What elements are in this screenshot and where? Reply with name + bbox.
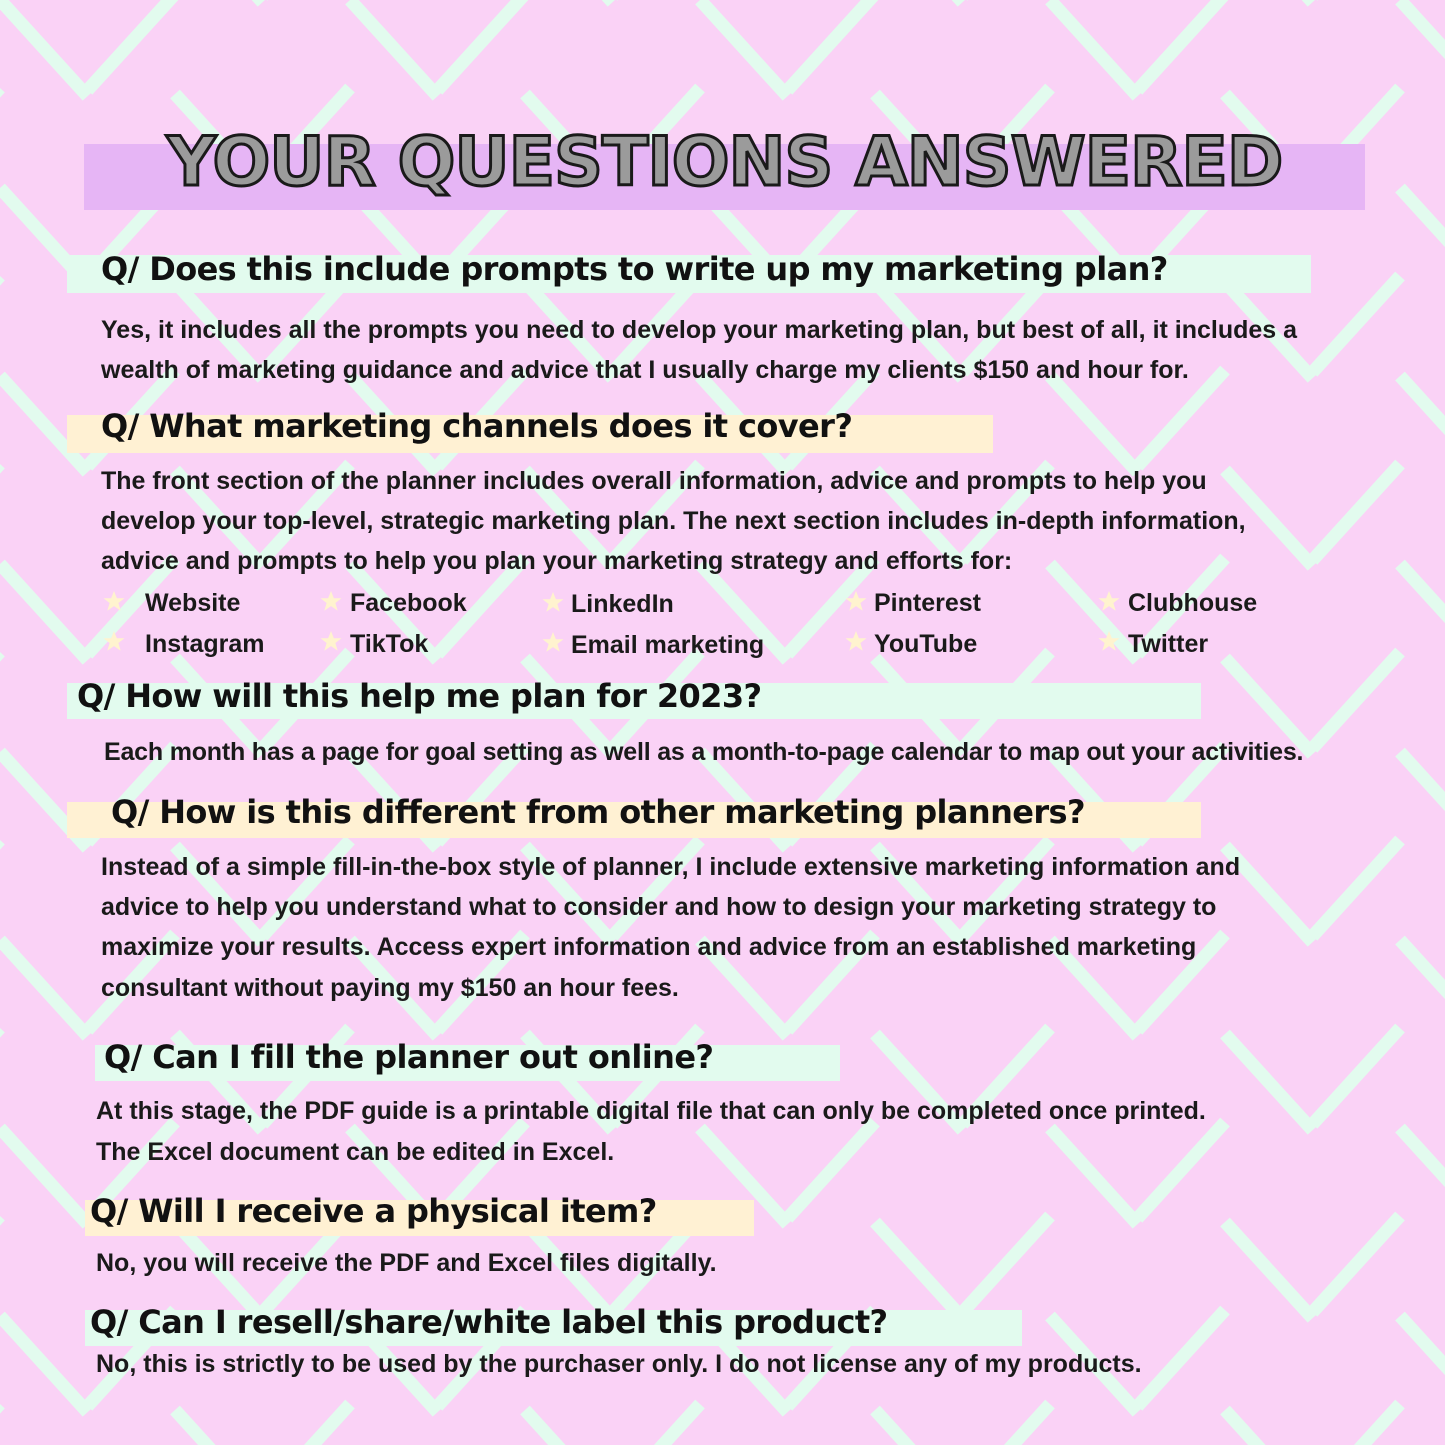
stripe [350,0,438,96]
star-icon [102,590,126,614]
stripe [1400,940,1445,1036]
answer-3-line-1: Each month has a page for goal setting as well as a month-to-page calendar to map out your activities. [104,738,1304,766]
stripe [1225,1410,1313,1445]
answer-2-line-2: develop your top-level, strategic marketing plan. The next section includes in-depth information, [101,507,1246,535]
channel-label: YouTube [874,630,978,658]
channel-label: TikTok [350,630,429,658]
stripe [963,1404,1051,1445]
stripe [1225,0,1313,2]
stripe [875,1410,963,1445]
stripe [0,940,88,1036]
star-icon [541,631,565,655]
channel-label: Email marketing [571,631,765,659]
stripe [1313,1404,1401,1445]
answer-5-line-1: At this stage, the PDF guide is a printable digital file that can only be completed once printed. [96,1097,1206,1125]
stripe [525,1410,613,1445]
stripe [1313,464,1401,560]
star-icon [844,630,868,654]
answer-6-line-1: No, you will receive the PDF and Excel files digitally. [96,1249,717,1277]
stripe [1138,1310,1226,1406]
stripe [1400,0,1445,96]
answer-2-line-1: The front section of the planner includes overall information, advice and prompts to help you [101,467,1207,495]
stripe [1050,0,1138,96]
page-title: YOUR QUESTIONS ANSWERED [166,123,1283,202]
answer-4-line-2: advice to help you understand what to consider and how to design your marketing strategy to [101,893,1217,921]
answer-4-line-1: Instead of a simple fill-in-the-box style of planner, I include extensive marketing information and [101,853,1241,881]
answer-4-line-3: maximize your results. Access expert information and advice from an established marketing [101,933,1197,961]
answer-2-line-3: advice and prompts to help you plan your marketing strategy and efforts for: [101,547,1013,575]
stripe [1400,188,1445,284]
stripe [525,0,613,2]
answer-1-line-2: wealth of marketing guidance and advice that I usually charge my clients $150 and hour for. [101,356,1189,384]
star-icon [102,630,126,654]
stripe [1313,840,1401,936]
stripe [0,0,88,96]
stripe [1313,652,1401,748]
stripe [88,0,176,90]
star-icon [1097,590,1121,614]
question-6: Q/ Will I receive a physical item? [90,1192,657,1230]
stripe [875,1222,963,1318]
answer-7-line-1: No, this is strictly to be used by the purchaser only. I do not license any of my products. [96,1350,1142,1378]
stripe [0,564,88,660]
stripe [0,1316,88,1412]
question-5: Q/ Can I fill the planner out online? [104,1038,714,1076]
question-2: Q/ What marketing channels does it cover? [101,407,853,445]
stripe [1313,1028,1401,1124]
stripe [1400,1128,1445,1224]
channel-label: Instagram [145,630,265,658]
channel-label: Clubhouse [1128,589,1258,617]
stripe [1050,1128,1138,1224]
star-icon [319,630,343,654]
question-3: Q/ How will this help me plan for 2023? [77,677,762,715]
question-4: Q/ How is this different from other marketing planners? [111,793,1085,831]
channel-label: Twitter [1128,630,1209,658]
star-icon [1097,630,1121,654]
stripe [1400,376,1445,472]
stripe [1400,564,1445,660]
stripe [788,1122,876,1218]
stripe [1400,1316,1445,1412]
answer-4-line-4: consultant without paying my $150 an hour fees. [101,974,679,1002]
channel-label: Facebook [350,589,467,617]
stripe [700,0,788,96]
stripe [963,1216,1051,1312]
stripe [175,1410,263,1445]
question-1: Q/ Does this include prompts to write up my marketing plan? [101,250,1168,288]
stripe [1138,1122,1226,1218]
stripe [1400,752,1445,848]
channel-label: LinkedIn [571,590,674,618]
stripe [788,0,876,90]
stripe [1313,1216,1401,1312]
question-7: Q/ Can I resell/share/white label this product? [90,1303,888,1341]
stripe [613,1404,701,1445]
star-icon [319,590,343,614]
stripe [1313,276,1401,372]
stripe [175,0,263,2]
answer-1-line-1: Yes, it includes all the prompts you need to develop your marketing plan, but best of all, it includes a [101,316,1298,344]
stripe [263,1404,351,1445]
channel-label: Pinterest [874,589,981,617]
channel-label: Website [145,589,241,617]
stripe [1050,564,1138,660]
stripe [1138,0,1226,90]
stripe [0,1128,88,1224]
stripe [1225,1034,1313,1130]
stripe [875,0,963,2]
star-icon [541,591,565,615]
star-icon [844,590,868,614]
answer-5-line-2: The Excel document can be edited in Excel. [96,1138,615,1166]
stripe [438,0,526,90]
stripe [1225,1222,1313,1318]
